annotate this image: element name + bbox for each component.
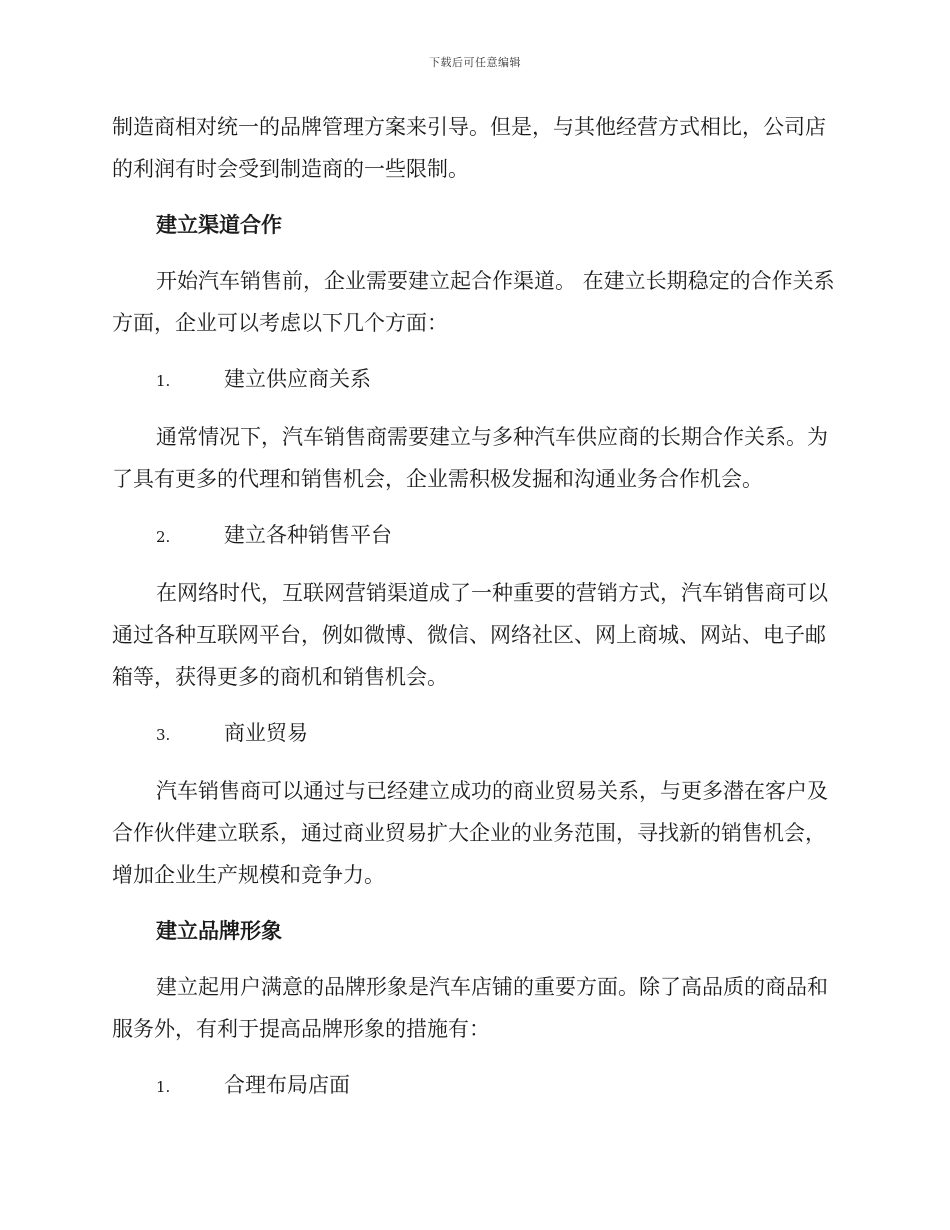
list-item: [112, 712, 840, 756]
document-body: [112, 106, 840, 1122]
paragraph-supplier: 通常情况下，汽车销售商需要建立与多种汽车供应商的长期合作关系。为了具有更多的代理和销售机会，企业需积极发掘和沟通业务合作机会。: [112, 425, 828, 491]
list-item-number: 2.: [156, 528, 171, 546]
section-heading-brand-image: 建立品牌形象: [156, 919, 282, 943]
list-item: [112, 358, 840, 402]
list-item-text: 建立各种销售平台: [224, 523, 392, 547]
list-item-number: 1.: [156, 1078, 171, 1096]
list-item-text: 建立供应商关系: [224, 367, 371, 391]
paragraph-channel-intro: 开始汽车销售前，企业需要建立起合作渠道。 在建立长期稳定的合作关系方面，企业可以考虑以下几个方面：: [112, 269, 835, 335]
page-header: 下载后可任意编辑: [429, 56, 521, 69]
list-item-text: 商业贸易: [224, 721, 308, 745]
list-item-text: 合理布局店面: [224, 1073, 350, 1097]
list-item-number: 1.: [156, 372, 171, 390]
list-item: [112, 1064, 840, 1108]
paragraph-continued: 制造商相对统一的品牌管理方案来引导。但是，与其他经营方式相比，公司店的利润有时会受到制造商的一些限制。: [112, 115, 826, 181]
section-heading-channel-cooperation: 建立渠道合作: [156, 213, 282, 237]
paragraph-trade: 汽车销售商可以通过与已经建立成功的商业贸易关系，与更多潜在客户及合作伙伴建立联系，通过商业贸易扩大企业的业务范围，寻找新的销售机会，增加企业生产规模和竞争力。: [112, 779, 828, 887]
paragraph-brand-intro: 建立起用户满意的品牌形象是汽车店铺的重要方面。除了高品质的商品和服务外，有利于提高品牌形象的措施有：: [112, 975, 828, 1041]
list-item: [112, 514, 840, 558]
list-item-number: 3.: [156, 726, 171, 744]
paragraph-platforms: 在网络时代，互联网营销渠道成了一种重要的营销方式，汽车销售商可以通过各种互联网平台，例如微博、微信、网络社区、网上商城、网站、电子邮箱等，获得更多的商机和销售机会。: [112, 581, 828, 689]
